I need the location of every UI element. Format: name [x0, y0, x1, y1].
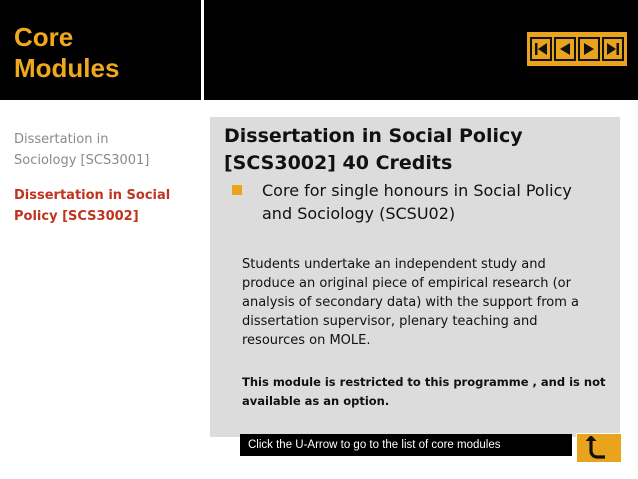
- core-bullet: [232, 179, 612, 225]
- triangle-right-icon: [581, 41, 597, 57]
- notice-line: This module is restricted to this programme , and is not: [242, 375, 606, 389]
- sidebar-item-sociology-dissertation[interactable]: [14, 129, 194, 171]
- skip-forward-icon: [605, 41, 621, 57]
- slide-navigation: [527, 32, 627, 66]
- first-slide-button[interactable]: [530, 37, 552, 61]
- footer-instruction: Click the U-Arrow to go to the list of core modules: [240, 434, 572, 456]
- title-line-2: Modules: [14, 53, 120, 83]
- sidebar-item-label: Sociology [SCS3001]: [14, 153, 150, 168]
- next-slide-button[interactable]: [578, 37, 600, 61]
- u-arrow-button[interactable]: [576, 433, 622, 463]
- square-bullet-icon: [232, 185, 242, 195]
- module-heading: [224, 123, 614, 177]
- restriction-notice: [242, 373, 612, 411]
- skip-back-icon: [533, 41, 549, 57]
- notice-line: available as an option.: [242, 394, 390, 408]
- sidebar-item-label: Dissertation in: [14, 132, 109, 147]
- sidebar-item-label: Policy [SCS3002]: [14, 209, 139, 224]
- sidebar-item-label: Dissertation in Social: [14, 188, 171, 203]
- bullet-line-2: and Sociology (SCSU02): [262, 204, 456, 223]
- page-title: [14, 22, 194, 84]
- last-slide-button[interactable]: [602, 37, 624, 61]
- core-bullet-text: [262, 179, 612, 225]
- module-heading-line-2: [SCS3002] 40 Credits: [224, 152, 453, 174]
- description-line: produce an original piece of empirical research (or: [242, 276, 571, 291]
- sidebar: [14, 129, 194, 241]
- header-horizontal-divider: [0, 100, 638, 103]
- triangle-left-icon: [557, 41, 573, 57]
- module-description: [242, 255, 612, 350]
- description-line: analysis of secondary data) with the support from a: [242, 295, 579, 310]
- module-heading-line-1: Dissertation in Social Policy: [224, 125, 523, 147]
- title-line-1: Core: [14, 22, 74, 52]
- sidebar-item-social-policy-dissertation[interactable]: [14, 185, 194, 227]
- module-details-panel: [210, 117, 620, 437]
- description-line: Students undertake an independent study and: [242, 257, 546, 272]
- previous-slide-button[interactable]: [554, 37, 576, 61]
- u-turn-arrow-icon: [586, 436, 612, 460]
- header-bar: [0, 0, 638, 102]
- description-line: dissertation supervisor, plenary teaching and: [242, 314, 538, 329]
- header-vertical-divider: [201, 0, 204, 102]
- description-line: resources on MOLE.: [242, 333, 371, 348]
- bullet-line-1: Core for single honours in Social Policy: [262, 181, 572, 200]
